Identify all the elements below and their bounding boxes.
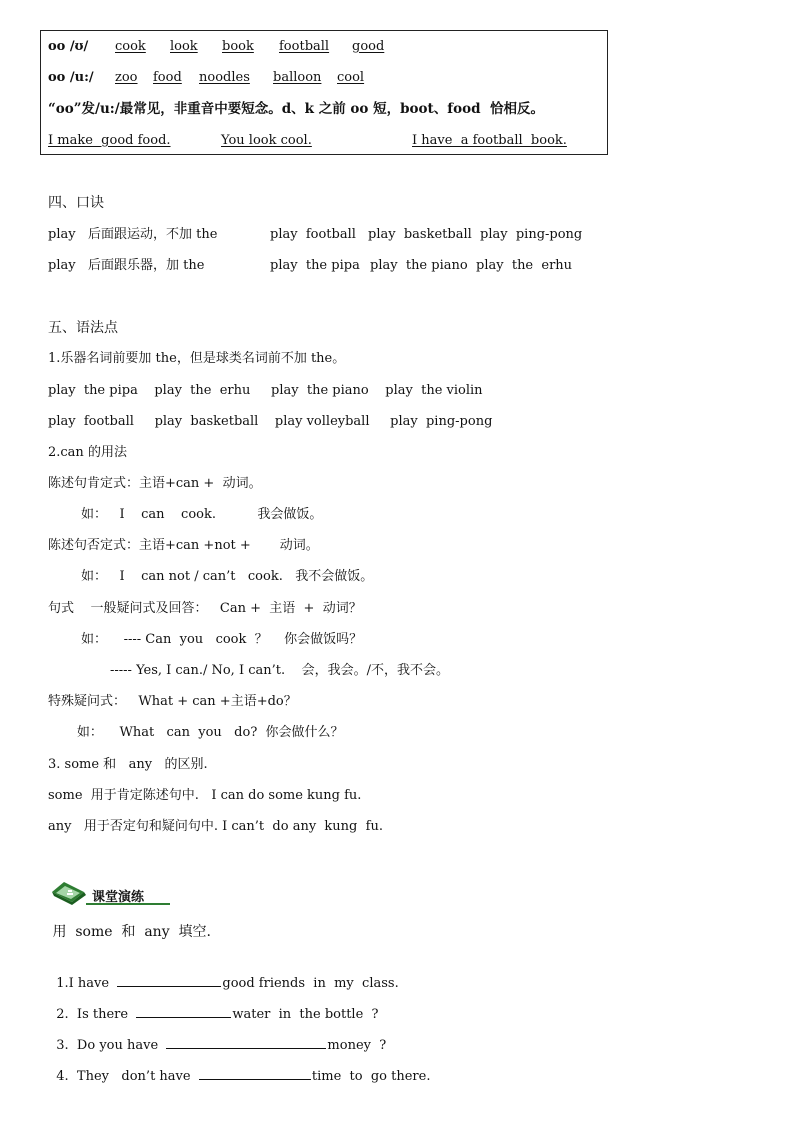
practice-item: 1.I have good friends in my class. (48, 955, 399, 993)
grammar-line: 2.can 的用法 (48, 445, 127, 460)
grammar-line: any 用于否定句和疑问句中. I can’t do any kung fu. (48, 819, 383, 834)
section4-rule: play 后面跟乐器，加 the (48, 258, 205, 273)
practice-badge (50, 878, 172, 908)
phonics-row2-label: oo /u:/ (48, 70, 94, 85)
grammar-line: 如： I can not / can’t cook. 我不会做饭。 (48, 569, 374, 584)
grammar-line: 句式 一般疑问式及回答： Can + 主语 + 动词？ (48, 601, 362, 616)
section4-rule: play 后面跟运动，不加 the (48, 227, 218, 242)
phonics-word: zoo (115, 70, 138, 85)
grammar-line: 特殊疑问式： What + can +主语+do？ (48, 694, 297, 709)
practice-item: 4. They don’t have time to go there. (48, 1048, 430, 1086)
practice-instruction: 用 some 和 any 填空. (48, 924, 211, 940)
grammar-line: play football play basketball play volleyball play ping-pong (48, 414, 493, 429)
section4-example: play basketball (368, 227, 472, 242)
section4-example: play the erhu (476, 258, 573, 273)
practice-item: 3. Do you have money ? (48, 1017, 386, 1055)
phonics-word: cool (337, 70, 365, 85)
grammar-line: 如： ---- Can you cook ？ 你会做饭吗？ (48, 632, 363, 647)
grammar-line: 陈述句否定式：主语+can +not + 动词。 (48, 538, 319, 553)
grammar-line: some 用于肯定陈述句中. I can do some kung fu. (48, 788, 362, 803)
phonics-row1-label: oo /ʊ/ (48, 39, 89, 54)
grammar-line: 1.乐器名词前要加 the，但是球类名词前不加 the。 (48, 351, 346, 366)
grammar-line: 3. some 和 any 的区别. (48, 757, 208, 772)
grammar-line: 陈述句肯定式：主语+can + 动词。 (48, 476, 262, 491)
phonics-word: look (170, 39, 198, 54)
grammar-line: play the pipa play the erhu play the piano play the violin (48, 383, 483, 398)
section4-heading: 四、口诀 (48, 195, 104, 211)
practice-title: 课堂演练 (92, 890, 145, 905)
answer-blank[interactable] (117, 973, 221, 987)
phonics-word: good (352, 39, 385, 54)
grammar-line: 如： What can you do? 你会做什么？ (48, 725, 344, 740)
section4-example: play ping-pong (480, 227, 583, 242)
phonics-word: football (279, 39, 330, 54)
section4-example: play the piano (370, 258, 468, 273)
answer-blank[interactable] (199, 1066, 311, 1080)
phonics-sentence: I make good food. (48, 133, 171, 148)
phonics-word: food (153, 70, 182, 85)
phonics-word: balloon (273, 70, 322, 85)
phonics-sentence: I have a football book. (412, 133, 567, 148)
answer-blank[interactable] (136, 1004, 231, 1018)
grammar-line: 如： I can cook. 我会做饭。 (48, 507, 323, 522)
grammar-line: ----- Yes, I can./ No, I can’t. 会，我会。/不，我不会。 (48, 663, 450, 678)
section4-example: play the pipa (270, 258, 360, 273)
phonics-rule: “oo”发/u:/最常见，非重音中要短念。d、k 之前 oo 短，boot、food 恰相反。 (48, 101, 544, 117)
phonics-sentence: You look cool. (221, 133, 312, 148)
phonics-word: noodles (199, 70, 250, 85)
section5-heading: 五、语法点 (48, 320, 118, 336)
phonics-word: cook (115, 39, 146, 54)
practice-item: 2. Is there water in the bottle ? (48, 986, 379, 1024)
phonics-word: book (222, 39, 254, 54)
answer-blank[interactable] (166, 1035, 326, 1049)
section4-example: play football (270, 227, 356, 242)
